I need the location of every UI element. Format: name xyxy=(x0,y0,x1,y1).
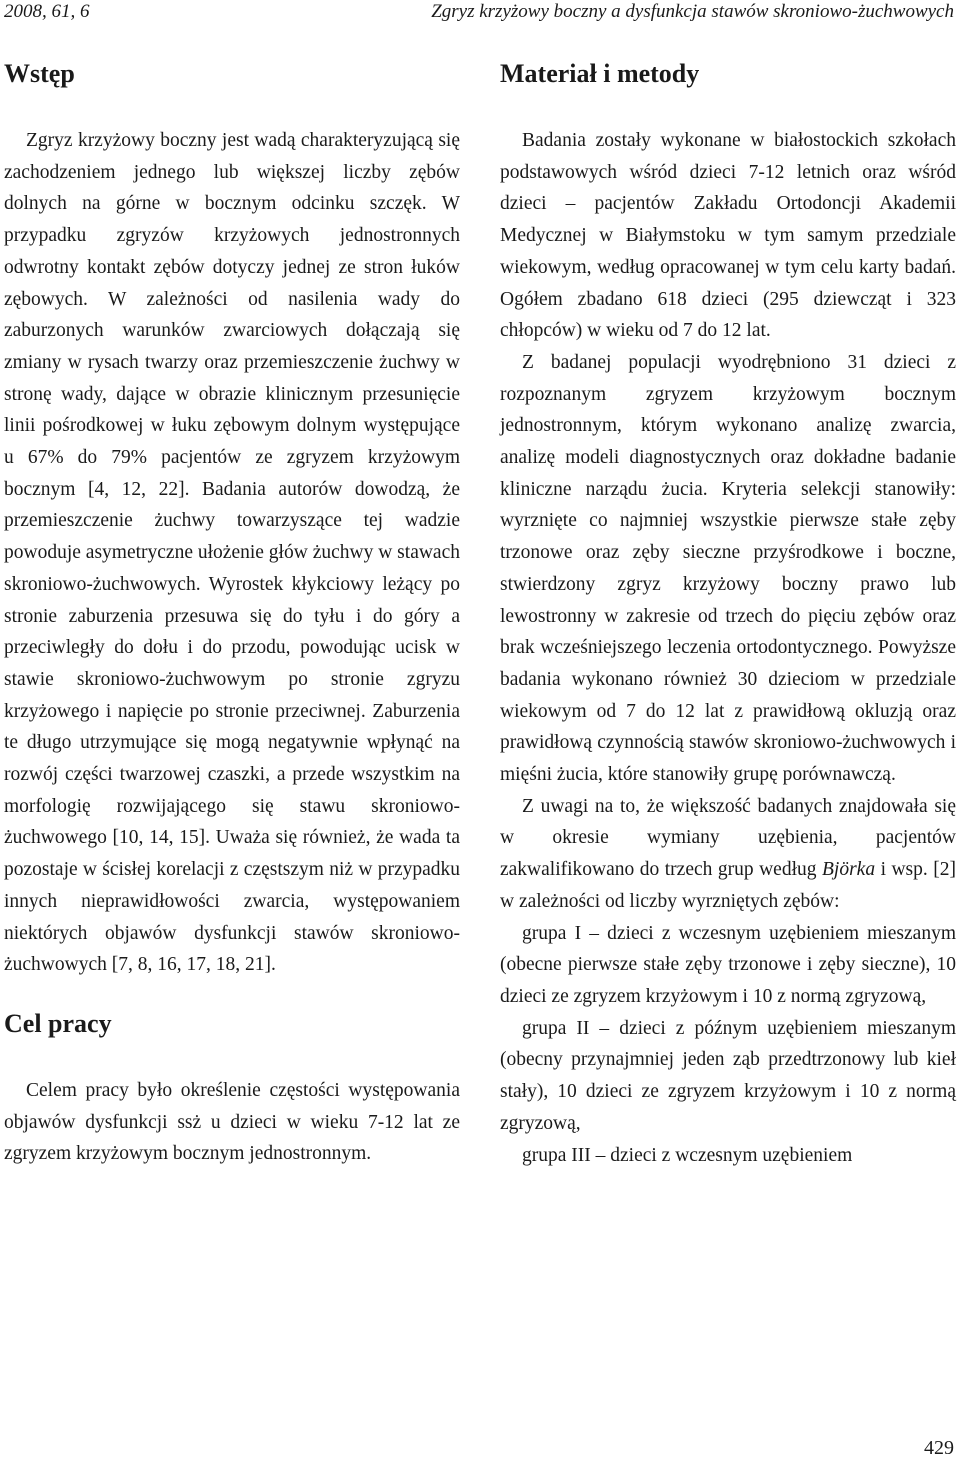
group-2-description: grupa II – dzieci z późnym uzębieniem mieszanym (obecny przynajmniej jeden ząb przedtrzonowy lub kieł stały), 10 dzieci ze zgryzem krzyżowym i 10 z normą zgryzową, xyxy=(500,1017,956,1134)
group-1-description: grupa I – dzieci z wczesnym uzębieniem mieszanym (obecne pierwsze stałe zęby trzonowe i zęby sieczne), 10 dzieci ze zgryzem krzyżowym i 10 z normą zgryzową, xyxy=(500,922,956,1007)
section-heading-aim: Cel pracy xyxy=(4,1008,112,1038)
aim-paragraph: Celem pracy było określenie częstości występowania objawów dysfunkcji ssż u dzieci w wieku 7-12 lat ze zgryzem krzyżowym bocznym jednostronnym. xyxy=(4,1079,460,1165)
methods-paragraph-3-end: i wsp. [2] w zależności od liczby wyrzniętych zębów: xyxy=(500,859,956,912)
section-heading-introduction: Wstęp xyxy=(4,59,75,88)
introduction-paragraph: Zgryz krzyżowy boczny jest wadą charakteryzującą się zachodzeniem jednego lub większej liczby zębów dolnych na górne w bocznym odcinku szczęk. W przypadku zgryzów krzyżowych jednostronnych odwrotny kontakt zębów dotyczy jednej ze stron łuków zębowych. W zależności od nasilenia wady do zaburzonych warunków zwarciowych dołączają się zmiany w rysach twarzy oraz przemieszczenie żuchwy w stronę wady, dające w obrazie klinicznym przesunięcie linii pośrodkowej w łuku zębowym dolnym występujące u 67% do 79% pacjentów ze zgryzem krzyżowym bocznym [4, 12, 22]. Badania autorów dowodzą, że przemieszczenie żuchwy towarzyszące tej wadzie powoduje asymetryczne ułożenie głów żuchwy w stawach skroniowo-żuchwowych. Wyrostek kłykciowy leżący po stronie zaburzenia przesuwa się do tyłu i do góry a przeciwległy do dołu i do przodu, powodując ucisk w stawie skroniowo-żuchwowym po stronie zgryzu krzyżowego i napięcie po stronie przeciwnej. Zaburzenia te długo utrzymujące się mogą negatywnie wpłynąć na rozwój części twarzowej czaszki, a przede wszystkim na morfologię rozwijającego się stawu skroniowo-żuchwowego [10, 14, 15]. Uważa się również, że wada ta pozostaje w ścisłej korelacji z częstszym niż w przypadku innych nieprawidłowości zwarcia, występowaniem niektórych objawów dysfunkcji stawów skroniowo-żuchwowych [7, 8, 16, 17, 18, 21]. xyxy=(4,130,460,976)
methods-paragraph-2: Z badanej populacji wyodrębniono 31 dzieci z rozpoznanym zgryzem krzyżowym bocznym jednostronnym, którym wykonano analizę zwarcia, analizę modeli diagnostycznych oraz dokładne badanie kliniczne narządu żucia. Kryteria selekcji stanowiły: wyrznięte co najmniej wszystkie pierwsze stałe zęby trzonowe oraz zęby sieczne przyśrodkowe i boczne, stwierdzony zgryz krzyżowy boczny prawo lub lewostronny w zakresie od trzech do pięciu zębów oraz brak wcześniejszego leczenia ortodontycznego. Powyższe badania wykonano również 30 dzieciom w przedziale wiekowym od 7 do 12 lat z prawidłową okluzją oraz prawidłową czynnością stawów skroniowo-żuchwowych i mięśni żucia, które stanowiły grupę porównawczą. xyxy=(500,351,956,786)
methods-paragraph-1: Badania zostały wykonane w białostockich szkołach podstawowych wśród dzieci 7-12 letnich oraz wśród dzieci – pacjentów Zakładu Ortodoncji Akademii Medycznej w Białymstoku w tym samym przedziale wiekowym, według opracowanej w tym celu karty badań. Ogółem zbadano 618 dzieci (295 dziewcząt i 323 chłopców) w wieku od 7 do 12 lat. xyxy=(500,130,956,342)
running-header xyxy=(4,0,954,28)
section-heading-methods: Materiał i metody xyxy=(500,59,700,88)
right-column xyxy=(500,58,956,1171)
journal-citation: 2008, 61, 6 xyxy=(4,1,90,22)
methods-paragraph-3-start: Z uwagi na to, że większość badanych znajdowała się w okresie wymiany uzębienia, pacjentów zakwalifikowano do trzech grup według xyxy=(500,795,956,881)
cited-author: Björka xyxy=(822,859,876,881)
group-3-description: grupa III – dzieci z wczesnym uzębieniem xyxy=(522,1144,853,1166)
left-column xyxy=(4,58,460,1170)
methods-paragraph-3 xyxy=(500,791,956,918)
page-number: 429 xyxy=(924,1437,954,1459)
article-title-header: Zgryz krzyżowy boczny a dysfunkcja stawów skroniowo-żuchwowych xyxy=(431,1,954,22)
